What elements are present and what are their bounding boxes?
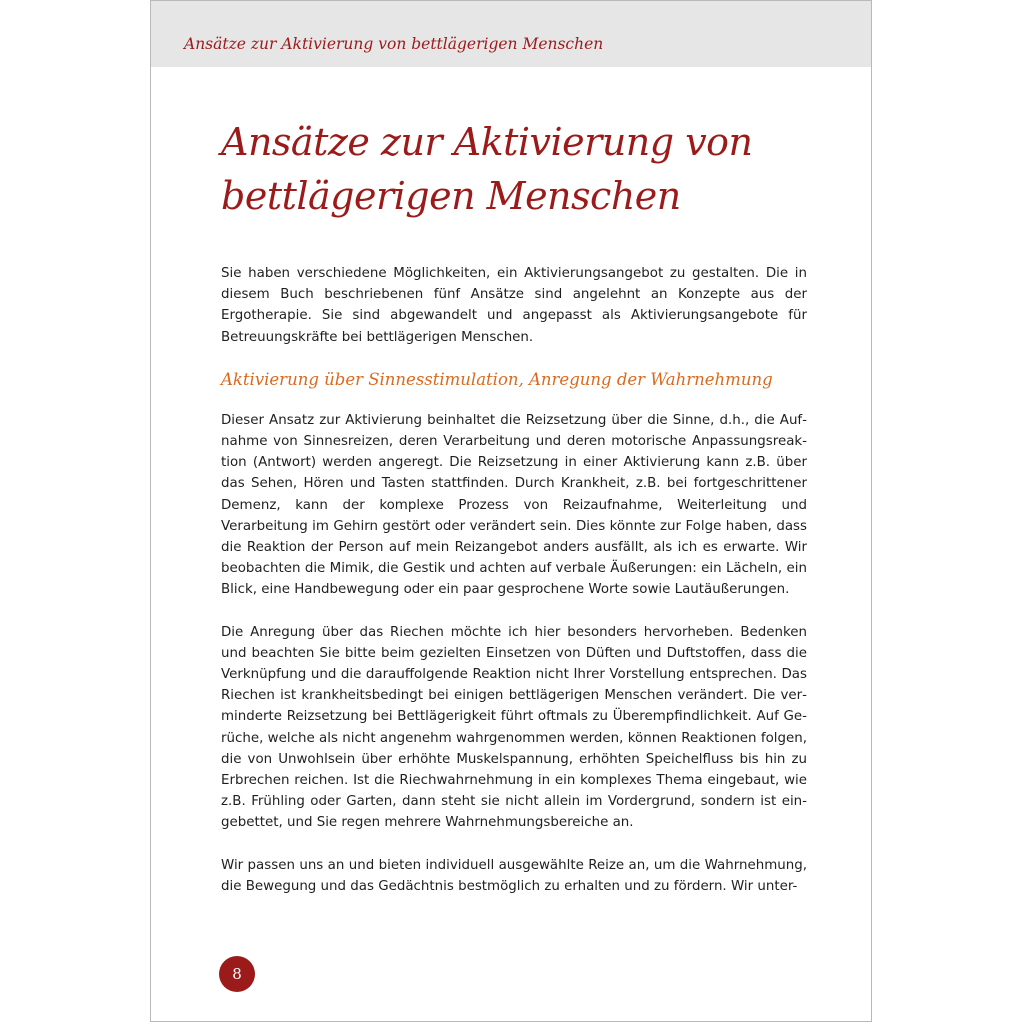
section-paragraph-1: Dieser Ansatz zur Aktivierung beinhaltet die Reizsetzung über die Sinne, d.h., die Aufnahme von Sinnesreizen, deren Verarbeitung und deren motorische Anpassungsreaktion (Antwort) werden angeregt. Die Reizsetzung in einer Aktivierung kann z.B. über das Sehen, Hören und Tasten stattfinden. Durch Krankheit, z.B. bei fortgeschrittener Demenz, kann der komplexe Prozess von Reizaufnahme, Weiterleitung und Verarbeitung im Gehirn gestört oder verändert sein. Dies könnte zur Folge haben, dass die Reaktion der Person auf mein Reizangebot anders ausfällt, als ich es erwarte. Wir beobachten die Mimik, die Gestik und achten auf verbale Äußerungen: ein Lächeln, ein Blick, eine Handbewegung oder ein paar gesprochene Worte sowie Lautäußerungen. bbox=[221, 412, 807, 598]
section-paragraph-2: Die Anregung über das Riechen möchte ich hier besonders hervorheben. Bedenken und beachten Sie bitte beim gezielten Einsetzen von Düften und Duftstoffen, dass die Verknüpfung und die darauffolgende Reaktion nicht Ihrer Vorstellung entsprechen. Das Riechen ist krankheitsbedingt bei einigen bettlägerigen Menschen verändert. Die verminderte Reizsetzung bei Bettlägerigkeit führt oftmals zu Überempfindlichkeit. Auf Gerüche, welche als nicht angenehm wahrgenommen werden, können Reaktionen folgen, die von Unwohlsein über erhöhte Muskelspannung, erhöhten Speichelfluss bis hin zu Erbrechen reichen. Ist die Riechwahrnehmung in ein komplexes Thema eingebaut, wie z.B. Frühling oder Garten, dann steht sie nicht allein im Vordergrund, sondern ist eingebettet, und Sie regen mehrere Wahrnehmungsbereiche an. bbox=[221, 624, 807, 831]
section-paragraph-3: Wir passen uns an und bieten individuell ausgewählte Reize an, um die Wahrnehmung, die Bewegung und das Gedächtnis bestmöglich zu erhalten und zu fördern. Wir unter- bbox=[221, 857, 807, 894]
book-page bbox=[150, 0, 872, 1022]
chapter-title-line-1: Ansätze zur Aktivierung von bbox=[221, 120, 753, 164]
body-text bbox=[221, 263, 807, 897]
chapter-title-line-2: bettlägerigen Menschen bbox=[221, 174, 681, 218]
section-heading: Aktivierung über Sinnesstimulation, Anregung der Wahrnehmung bbox=[221, 369, 773, 389]
chapter-title bbox=[221, 115, 821, 223]
page-number-badge: 8 bbox=[219, 956, 255, 992]
running-header-title: Ansätze zur Aktivierung von bettlägerigen Menschen bbox=[184, 35, 604, 53]
running-header bbox=[151, 1, 871, 67]
intro-paragraph: Sie haben verschiedene Möglichkeiten, ein Aktivierungsangebot zu gestalten. Die in diesem Buch beschriebenen fünf Ansätze sind angelehnt an Konzepte aus der Ergotherapie. Sie sind abgewandelt und angepasst als Aktivierungsangebote für Betreuungskräfte bei bettlägerigen Menschen. bbox=[221, 266, 807, 345]
